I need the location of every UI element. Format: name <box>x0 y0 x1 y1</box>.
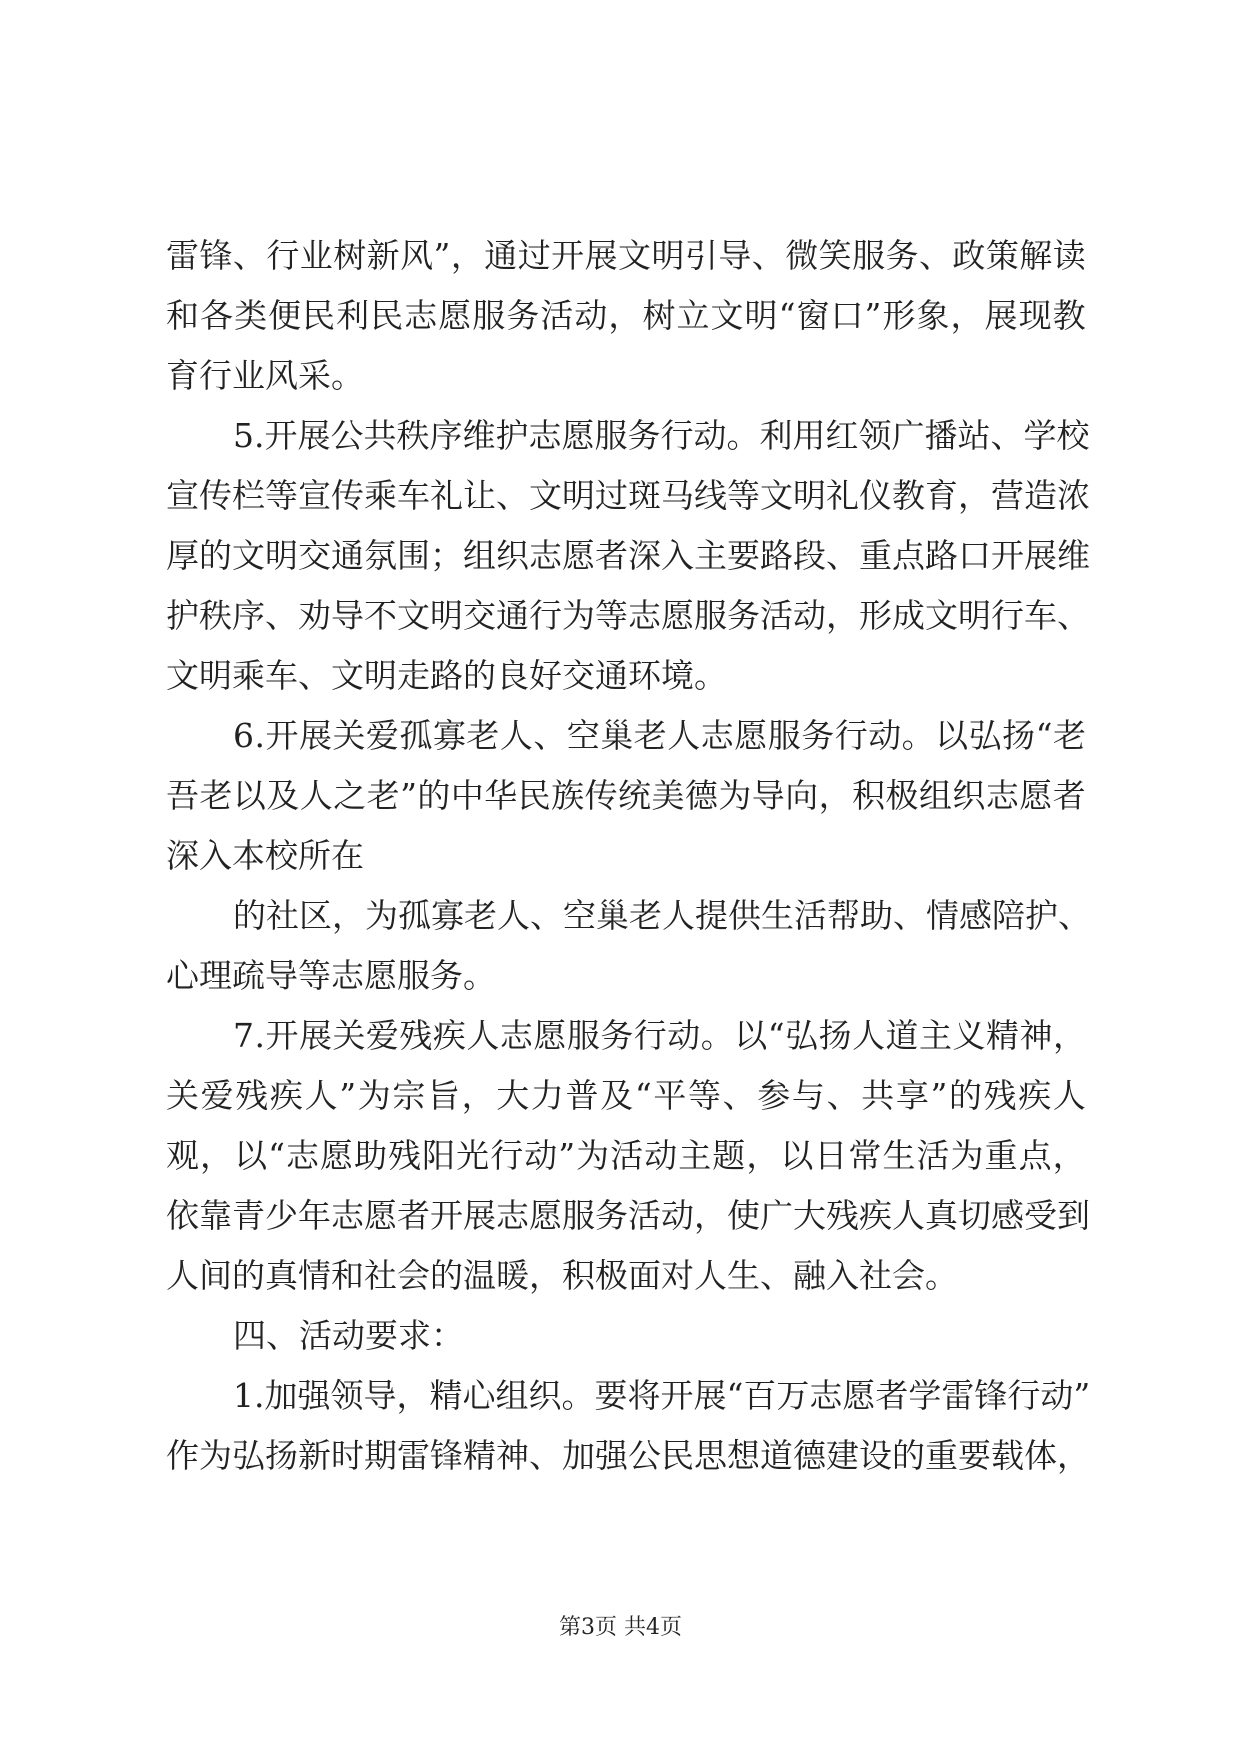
body-text <box>166 226 1091 1486</box>
text-line: 1 . 加 强 领 导 ， 精 心 组 织 。 要 将 开 展 “ 百 万 志 愿 者 学 雷 锋 行 动 ” <box>233 1376 1091 1415</box>
text-line: 心理疏导等志愿服务。 <box>166 956 496 995</box>
text-line: 厚 的 文 明 交 通 氛 围 ； 组 织 志 愿 者 深 入 主 要 路 段 、 重 点 路 口 开 展 维 <box>166 536 1090 575</box>
text-line: 观 ， 以 “ 志 愿 助 残 阳 光 行 动 ” 为 活 动 主 题 ， 以 日 常 生 活 为 重 点 ， <box>166 1136 1086 1175</box>
text-line: 5 . 开 展 公 共 秩 序 维 护 志 愿 服 务 行 动 。 利 用 红 领 广 播 站 、 学 校 <box>233 416 1090 455</box>
text-line: 护 秩 序 、 劝 导 不 文 明 交 通 行 为 等 志 愿 服 务 活 动 ， 形 成 文 明 行 车 、 <box>166 596 1090 635</box>
text-line: 深入本校所在 <box>166 836 364 875</box>
text-line: 宣 传 栏 等 宣 传 乘 车 礼 让 、 文 明 过 斑 马 线 等 文 明 礼 仪 教 育 ， 营 造 浓 <box>166 476 1090 515</box>
text-line: 育行业风采。 <box>166 356 364 395</box>
text-line: 文明乘车、文明走路的良好交通环境。 <box>166 656 727 695</box>
text-line: 依 靠 青 少 年 志 愿 者 开 展 志 愿 服 务 活 动 ， 使 广 大 残 疾 人 真 切 感 受 到 <box>166 1196 1090 1235</box>
page-footer: 第3页 共4页 <box>559 1615 682 1640</box>
section-heading: 四、活动要求： <box>233 1316 464 1355</box>
text-line: 作 为 弘 扬 新 时 期 雷 锋 精 神 、 加 强 公 民 思 想 道 德 建 设 的 重 要 载 体 ， <box>166 1436 1090 1475</box>
text-line: 的 社 区 ， 为 孤 寡 老 人 、 空 巢 老 人 提 供 生 活 帮 助 、 情 感 陪 护 、 <box>233 896 1091 935</box>
text-line: 6 . 开 展 关 爱 孤 寡 老 人 、 空 巢 老 人 志 愿 服 务 行 动 。 以 弘 扬 “ 老 <box>233 716 1086 755</box>
text-line: 吾 老 以 及 人 之 老 ” 的 中 华 民 族 传 统 美 德 为 导 向 ， 积 极 组 织 志 愿 者 <box>166 776 1086 815</box>
text-line: 7 . 开 展 关 爱 残 疾 人 志 愿 服 务 行 动 。 以 “ 弘 扬 人 道 主 义 精 神 ， <box>233 1016 1086 1055</box>
text-line: 雷 锋 、 行 业 树 新 风 ” ， 通 过 开 展 文 明 引 导 、 微 笑 服 务 、 政 策 解 读 <box>166 236 1086 275</box>
text-line: 和 各 类 便 民 利 民 志 愿 服 务 活 动 ， 树 立 文 明 “ 窗 口 ” 形 象 ， 展 现 教 <box>166 296 1086 335</box>
text-line: 关 爱 残 疾 人 ” 为 宗 旨 ， 大 力 普 及 “ 平 等 、 参 与 、 共 享 ” 的 残 疾 人 <box>166 1076 1086 1115</box>
text-line: 人间的真情和社会的温暖，积极面对人生、融入社会。 <box>166 1256 958 1295</box>
